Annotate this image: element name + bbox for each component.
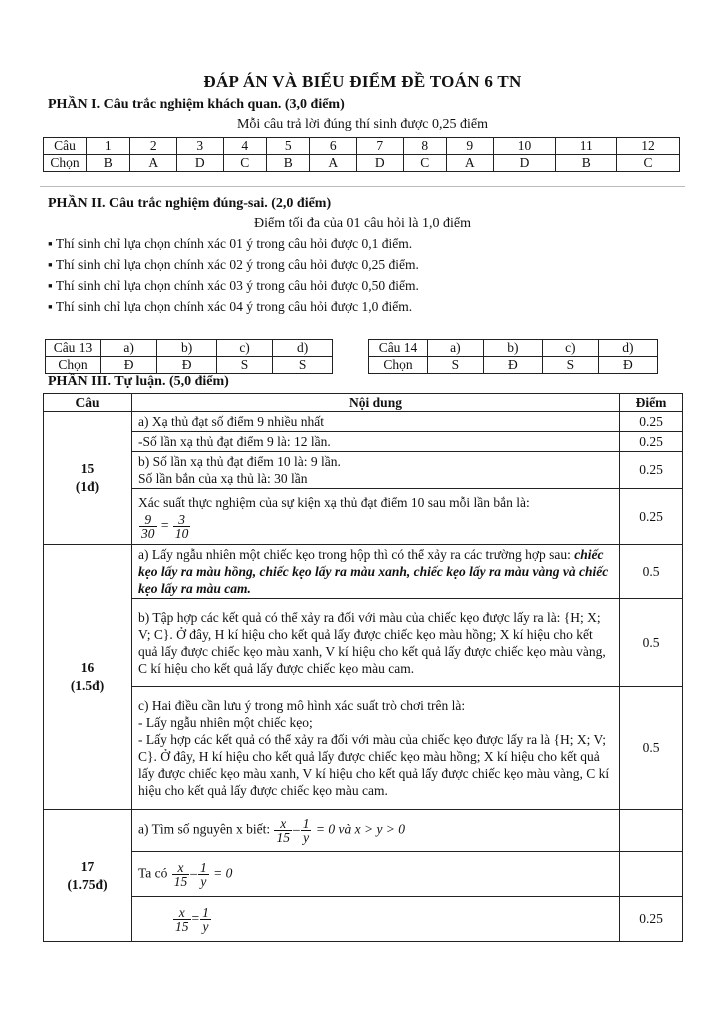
q16-part-c-line3: - Lấy hợp các kết quả có thể xảy ra đối với màu của chiếc kẹo được lấy ra là {H; X; V; C}. Ở đây, H kí hiệu cho kết quả lấy được chiếc kẹo màu hồng; X kí hiệu cho kết quả lấy được chiếc kẹo màu xanh, V kí hiệu cho kết quả lấy được chiếc kẹo màu vàng, C kí hiệu cho kết quả lấy được chiếc kẹo màu cam. <box>138 732 610 798</box>
q1-number: 1 <box>87 138 130 155</box>
q17-row3-score: 0.25 <box>620 897 683 942</box>
q3-number: 3 <box>177 138 224 155</box>
q14-label: Câu 14 <box>369 340 428 357</box>
q14-choose-label: Chọn <box>369 357 428 374</box>
q1-answer: B <box>87 155 130 172</box>
section-divider <box>40 186 685 187</box>
q10-answer: D <box>493 155 556 172</box>
q13-answer-a: Đ <box>101 357 157 374</box>
q16-part-a-answer: chiếc kẹo lấy ra màu hồng, chiếc kẹo lấy ra màu xanh, chiếc kẹo lấy ra màu vàng và chiếc kẹo lấy ra màu cam. <box>138 547 609 596</box>
q5-number: 5 <box>267 138 310 155</box>
q13-answer-d: S <box>273 357 333 374</box>
q11-number: 11 <box>556 138 617 155</box>
q13-table <box>45 339 333 374</box>
q15-row3-line2: Số lần bắn của xạ thủ là: 30 lần <box>138 471 308 486</box>
part1-question-row <box>44 138 680 155</box>
q6-number: 6 <box>310 138 357 155</box>
q13-item-a: a) <box>101 340 157 357</box>
q12-number: 12 <box>617 138 680 155</box>
q14-table <box>368 339 658 374</box>
q15-row4-score: 0.25 <box>620 489 683 545</box>
q15-row2-score: 0.25 <box>620 432 683 452</box>
part2-rules <box>48 233 419 317</box>
fraction-1-y: $\frac{1}{y}$ <box>202 904 209 934</box>
fraction-x-15: $\frac{x}{15}$ <box>276 816 290 845</box>
fraction-1-y: $\frac{1}{y}$ <box>302 816 310 845</box>
q12-answer: C <box>617 155 680 172</box>
q14-answer-a: S <box>428 357 484 374</box>
q16-number: 16 <box>80 660 95 675</box>
part1-note: Mỗi câu trả lời đúng thí sinh được 0,25 điểm <box>236 117 489 132</box>
q13-answer-c: S <box>216 357 272 374</box>
part1-answer-row <box>44 155 680 172</box>
fraction-9-30: $\frac{9}{30}$ <box>141 511 155 541</box>
rule-2: ▪ Thí sinh chỉ lựa chọn chính xác 02 ý trong câu hỏi được 0,25 điểm. <box>48 257 419 272</box>
row-label-answer: Chọn <box>44 155 87 172</box>
q17-row1: a) Tìm số nguyên x biết: $\frac{x}{15}$ – $\frac{1}{y}$ = 0 và x > y > 0 <box>132 810 620 852</box>
q13-item-b: b) <box>157 340 217 357</box>
fraction-x-15: $\frac{x}{15}$ <box>175 904 189 934</box>
col-header-content: Nội dung <box>132 394 620 412</box>
part1-answer-table <box>43 137 680 172</box>
col-header-score: Điểm <box>620 394 683 412</box>
q14-answer-b: Đ <box>483 357 542 374</box>
fraction-x-15: $\frac{x}{15}$ <box>173 859 188 889</box>
q17-row3: $\frac{x}{15}$ = $\frac{1}{y}$ <box>132 897 620 942</box>
fraction-1-y: $\frac{1}{y}$ <box>200 859 207 889</box>
q15-row2: -Số lần xạ thủ đạt điểm 9 là: 12 lần. <box>132 432 620 452</box>
part1-heading: PHẦN I. Câu trắc nghiệm khách quan. (3,0 điểm) <box>48 97 345 112</box>
q5-answer: B <box>267 155 310 172</box>
q14-item-d: d) <box>598 340 657 357</box>
q13-answer-b: Đ <box>157 357 217 374</box>
q14-answer-d: Đ <box>598 357 657 374</box>
document-title: ĐÁP ÁN VÀ BIỂU ĐIỂM ĐỀ TOÁN 6 TN <box>203 72 522 91</box>
q15-row3-line1: b) Số lần xạ thủ đạt điểm 10 là: 9 lần. <box>138 454 341 469</box>
q14-answer-c: S <box>542 357 598 374</box>
q17-cell <box>44 810 132 942</box>
q16-cell <box>44 545 132 810</box>
q15-points: (1đ) <box>75 479 100 494</box>
q15-row4-text: Xác suất thực nghiệm của sự kiện xạ thủ đạt điểm 10 sau mỗi lần bắn là: <box>138 494 530 510</box>
q16-part-c-line2: - Lấy ngẫu nhiên một chiếc kẹo; <box>138 715 313 730</box>
q16-part-a-score: 0.5 <box>620 545 683 599</box>
rule-3: ▪ Thí sinh chỉ lựa chọn chính xác 03 ý trong câu hỏi được 0,50 điểm. <box>48 278 419 293</box>
q4-number: 4 <box>223 138 266 155</box>
q9-answer: A <box>447 155 494 172</box>
q17-row2-score <box>620 852 683 897</box>
q16-part-c-score: 0.5 <box>620 687 683 810</box>
q16-part-a: a) Lấy ngẫu nhiên một chiếc kẹo trong hộp thì có thể xảy ra các trường hợp sau: chiếc kẹo lấy ra màu hồng, chiếc kẹo lấy ra màu xanh, chiếc kẹo lấy ra màu vàng và chiếc kẹo lấy ra màu cam. <box>132 545 620 599</box>
rule-1: ▪ Thí sinh chỉ lựa chọn chính xác 01 ý trong câu hỏi được 0,1 điểm. <box>48 236 413 251</box>
part2-note: Điểm tối đa của 01 câu hỏi là 1,0 điểm <box>254 216 471 231</box>
q13-item-c: c) <box>216 340 272 357</box>
q13-label: Câu 13 <box>46 340 101 357</box>
q13-item-d: d) <box>273 340 333 357</box>
q16-points: (1.5đ) <box>70 678 105 693</box>
q6-answer: A <box>310 155 357 172</box>
q8-answer: C <box>403 155 446 172</box>
col-header-question: Câu <box>44 394 132 412</box>
q10-number: 10 <box>493 138 556 155</box>
q15-row1-score: 0.25 <box>620 412 683 432</box>
fraction-3-10: $\frac{3}{10}$ <box>174 511 189 541</box>
q17-row2: Ta có $\frac{x}{15}$ – $\frac{1}{y}$ = 0 <box>132 852 620 897</box>
q15-row3-score: 0.25 <box>620 452 683 489</box>
q7-answer: D <box>357 155 404 172</box>
q2-number: 2 <box>130 138 177 155</box>
q11-answer: B <box>556 155 617 172</box>
q16-part-c-line1: c) Hai điều cần lưu ý trong mô hình xác suất trò chơi trên là: <box>138 698 466 713</box>
q15-row4-formula: $\frac{9}{30}$ = $\frac{3}{10}$ <box>141 511 189 541</box>
row-label-question: Câu <box>44 138 87 155</box>
part3-table <box>43 393 683 942</box>
q7-number: 7 <box>357 138 404 155</box>
q14-item-b: b) <box>483 340 542 357</box>
rule-4: ▪ Thí sinh chỉ lựa chọn chính xác 04 ý trong câu hỏi được 1,0 điểm. <box>48 299 413 314</box>
q17-row1-score <box>620 810 683 852</box>
q16-part-b-score: 0.5 <box>620 599 683 687</box>
q15-row1: a) Xạ thủ đạt số điểm 9 nhiều nhất <box>132 412 620 432</box>
q15-row4 <box>132 489 620 545</box>
q15-row3 <box>132 452 620 489</box>
q9-number: 9 <box>447 138 494 155</box>
q3-answer: D <box>177 155 224 172</box>
q17-number: 17 <box>80 858 95 874</box>
q14-item-c: c) <box>542 340 598 357</box>
q8-number: 8 <box>403 138 446 155</box>
q2-answer: A <box>130 155 177 172</box>
q16-part-b: b) Tập hợp các kết quả có thể xảy ra đối với màu của chiếc kẹo được lấy ra là: {H; X; V; C}. Ở đây, H kí hiệu cho kết quả lấy được chiếc kẹo màu hồng; X kí hiệu cho kết quả lấy được chiếc kẹo màu xanh, V kí hiệu cho kết quả lấy được chiếc kẹo màu vàng, C kí hiệu cho kết quả lấy được chiếc kẹo màu cam. <box>132 599 620 687</box>
q15-cell <box>44 412 132 545</box>
q13-choose-label: Chọn <box>46 357 101 374</box>
q14-item-a: a) <box>428 340 484 357</box>
part2-heading: PHẦN II. Câu trắc nghiệm đúng-sai. (2,0 điểm) <box>48 196 332 211</box>
part3-heading: PHẦN III. Tự luận. (5,0 điểm) <box>48 374 229 389</box>
q15-number: 15 <box>80 461 95 476</box>
q4-answer: C <box>223 155 266 172</box>
q16-part-c <box>132 687 620 810</box>
q17-points: (1.75đ) <box>67 876 108 892</box>
